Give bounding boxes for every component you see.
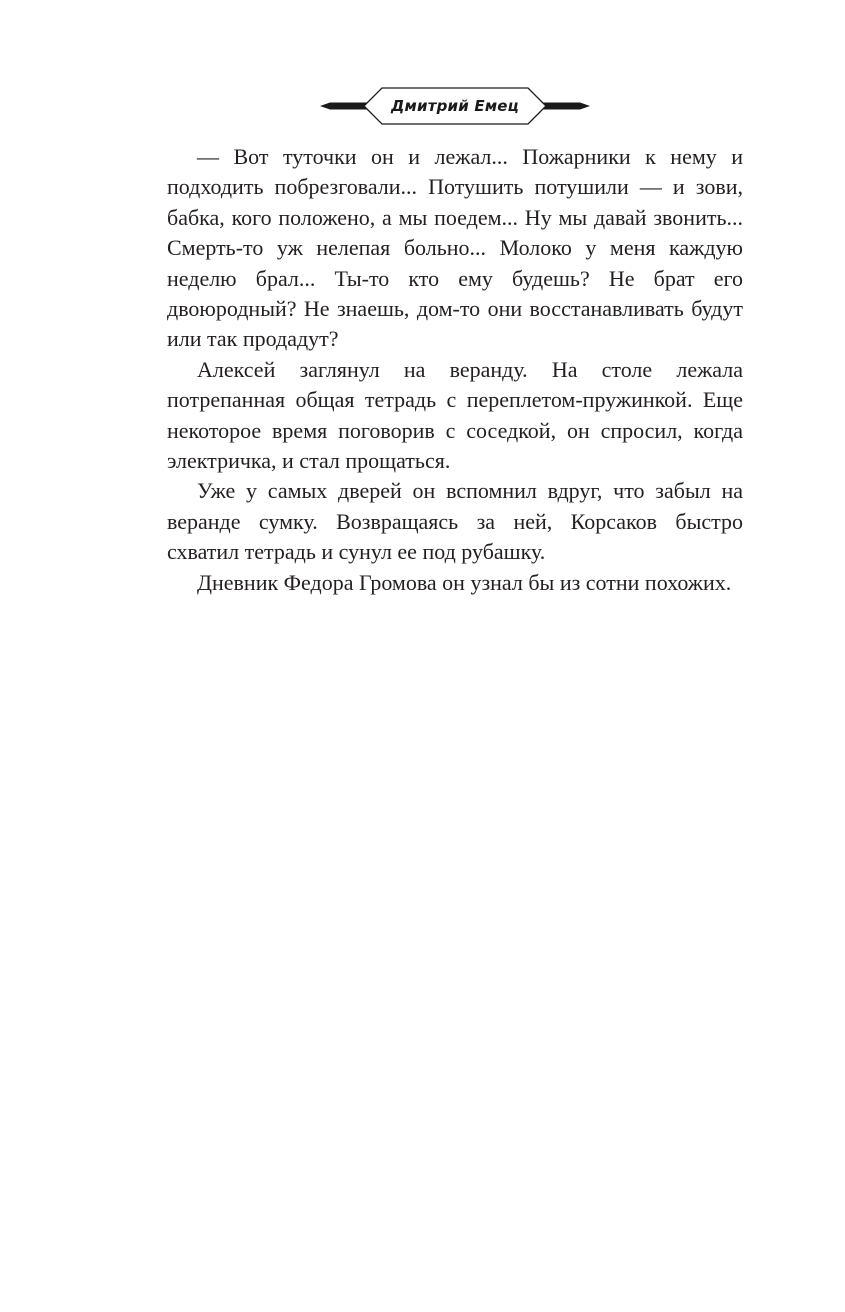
paragraph: Уже у самых дверей он вспомнил вдруг, что забыл на веранде сумку. Возвращаясь за ней, Корсаков быстро схватил тетрадь и сунул ее под рубашку.: [167, 478, 743, 565]
running-header: [320, 86, 590, 126]
paragraph: Дневник Федора Громова он узнал бы из сотни похожих.: [197, 569, 732, 595]
body-text: [167, 142, 743, 598]
paragraph: — Вот туточки он и лежал... Пожарники к нему и подходить побрезговали... Потушить потушили — и зови, бабка, кого положено, а мы поедем... Ну мы давай звонить... Смерть-то уж нелепая больно... Молоко у меня каждую неделю брал... Ты-то кто ему будешь? Не брат его двоюродный? Не знаешь, дом-то они восстанавливать будут или так продадут?: [167, 144, 743, 352]
header-author: Дмитрий Емец: [390, 97, 519, 115]
paragraph: Алексей заглянул на веранду. На столе лежала потрепанная общая тетрадь с переплетом-пружинкой. Еще некоторое время поговорив с соседкой, он спросил, когда электричка, и стал прощаться.: [167, 356, 743, 474]
